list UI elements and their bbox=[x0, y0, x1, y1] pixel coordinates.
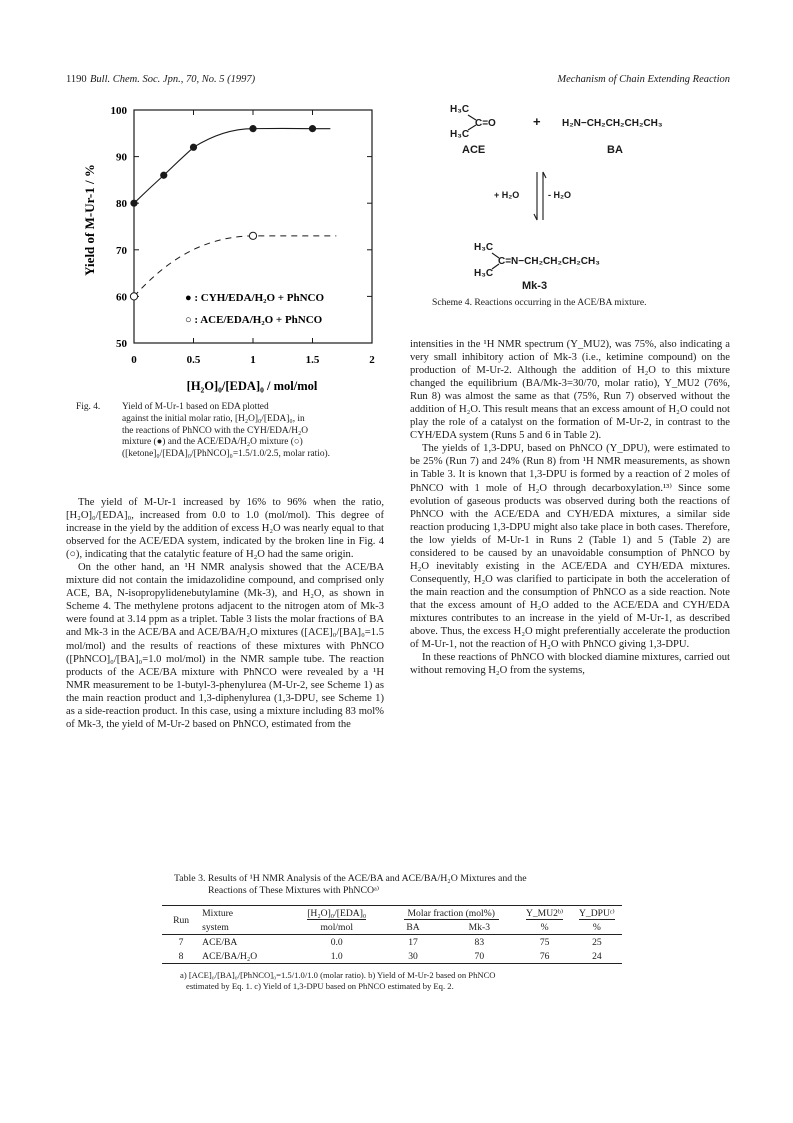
table-caption bbox=[174, 873, 632, 897]
header-mk3: Mk-3 bbox=[468, 921, 490, 933]
scheme-mk3-methyl-bottom: H₃C bbox=[474, 268, 494, 279]
y-axis-label: Yield of M-Ur-1 / % bbox=[82, 164, 97, 276]
y-tick-label: 50 bbox=[116, 338, 127, 350]
data-point-ace bbox=[249, 232, 256, 239]
table-footnotes bbox=[180, 970, 632, 992]
plot-frame bbox=[134, 110, 372, 343]
y-tick-label: 100 bbox=[110, 105, 127, 117]
cell-ba: 17 bbox=[408, 936, 418, 948]
cell-ratio: 1.0 bbox=[330, 950, 343, 962]
cell-ydpu: 25 bbox=[592, 936, 602, 948]
chart-data-points bbox=[130, 125, 316, 300]
x-tick-label: 0.5 bbox=[186, 354, 201, 366]
table-3 bbox=[162, 873, 632, 992]
data-point-cyh bbox=[309, 125, 316, 132]
series-ace-line bbox=[134, 236, 336, 297]
cell-system: ACE/BA/H₂O bbox=[202, 950, 258, 962]
legend-filled-series: ● : CYH/EDA/H₂O + PhNCO bbox=[185, 292, 325, 304]
data-point-cyh bbox=[249, 125, 256, 132]
chart-series-lines bbox=[134, 128, 336, 296]
journal-citation: Bull. Chem. Soc. Jpn., 70, No. 5 (1997) bbox=[90, 74, 256, 85]
data-point-cyh bbox=[160, 172, 167, 179]
cell-ratio: 0.0 bbox=[330, 936, 343, 948]
x-tick-label: 1.5 bbox=[305, 354, 320, 366]
equilibrium-arrowhead-up bbox=[543, 172, 546, 178]
scheme-4 bbox=[440, 96, 740, 296]
x-axis-label: [H₂O]₀/[EDA]₀ / mol/mol bbox=[186, 379, 318, 393]
figure-caption-label: Fig. 4. bbox=[76, 402, 101, 412]
scheme-ba-formula: H₂N−CH₂CH₂CH₂CH₃ bbox=[562, 118, 663, 129]
header-system: system bbox=[202, 921, 229, 933]
figure-caption-line: the reactions of PhNCO with the CYH/EDA/H₂O bbox=[122, 425, 309, 436]
figure-caption-line: against the initial molar ratio, [H₂O]₀/[EDA]₀, in bbox=[122, 413, 305, 424]
header-ymu2-unit: % bbox=[540, 921, 549, 933]
scheme-ace-methyl-bottom: H₃C bbox=[450, 129, 470, 140]
cell-mk3: 70 bbox=[474, 950, 485, 962]
y-tick-label: 60 bbox=[116, 291, 127, 304]
scheme-ace-carbonyl: C=O bbox=[475, 118, 496, 129]
paragraph: The yields of 1,3-DPU, based on PhNCO (Y_DPU), were estimated to be 25% (Run 7) and 24% (Run 8) from ¹H NMR measurements, as shown in Table 3. It is known that 1,3-DPU is formed by a reaction of 2 moles of PhNCO with 1 mole of H₂O through decarboxylation.¹³⁾ Since some evolution of gaseous products was observed during both the reactions of PhNCO with the ACE/EDA and CYH/EDA mixtures, a similar side reaction producing 1,3-DPU might also take place in both cases. Therefore, the low yields of M-Ur-1 in Runs 2 (Table 1) and 5 (Table 2) are considered to be caused by an unavoidable consumption of PhNCO by H₂O inevitably existing in the ACE/EDA and CYH/EDA mixtures. Consequently, H₂O was clarified to participate in both the acceleration of the main reaction and the consumption of PhNCO as a side reaction. Note that the excess amount of H₂O added to the ACE/EDA and CYH/EDA mixtures contributes to an increase in the yield of M-Ur-1, as described above. Thus, the excess H₂O might preferentially accelerate the production of M-Ur-1, not the reaction of H₂O with PhNCO giving 1,3-DPU. bbox=[410, 443, 730, 651]
cell-ymu2: 76 bbox=[539, 950, 550, 962]
paragraph: The yield of M-Ur-1 increased by 16% to 96% when the ratio, [H₂O]₀/[EDA]₀, increased from 0.0 to 1.0 (mol/mol). This degree of increase in the yield by the addition of excess H₂O was nearly equal to that observed for the ACE/EDA system, indicated by the broken line in Fig. 4 (○), indicating that the catalytic feature of H₂O had the same origin. bbox=[66, 497, 384, 561]
data-point-cyh bbox=[190, 144, 197, 151]
results-table bbox=[162, 905, 622, 964]
header-ba: BA bbox=[406, 921, 420, 933]
cell-run: 8 bbox=[178, 950, 184, 962]
x-tick-label: 2 bbox=[369, 354, 375, 366]
scheme-remove-water: - H₂O bbox=[548, 190, 571, 200]
cell-system: ACE/BA bbox=[202, 936, 238, 948]
running-title: Mechanism of Chain Extending Reaction bbox=[557, 74, 730, 85]
figure-caption-line: mixture (●) and the ACE/EDA/H₂O mixture (○) bbox=[122, 437, 303, 448]
legend-open-series: ○ : ACE/EDA/H₂O + PhNCO bbox=[185, 314, 323, 326]
table-footnote: estimated by Eq. 1. c) Yield of 1,3-DPU based on PhNCO estimated by Eq. 2. bbox=[186, 981, 454, 991]
scheme-plus: + bbox=[533, 114, 541, 129]
table-footnote: a) [ACE]₀/[BA]₀/[PhNCO]₀=1.5/1.0/1.0 (molar ratio). b) Yield of M-Ur-2 based on PhNCO bbox=[180, 970, 496, 980]
cell-mk3: 83 bbox=[474, 936, 485, 948]
table-caption-line: Reactions of These Mixtures with PhNCOᵃ⁾ bbox=[208, 885, 380, 896]
running-header bbox=[66, 74, 730, 88]
scheme-mk3-label: Mk-3 bbox=[522, 280, 548, 292]
figure-caption-line: Yield of M-Ur-1 based on EDA plotted bbox=[122, 402, 269, 412]
header-molar-fraction: Molar fraction (mol%) bbox=[385, 906, 518, 921]
y-tick-label: 90 bbox=[116, 151, 127, 164]
scheme-ace-methyl-top: H₃C bbox=[450, 104, 470, 115]
scheme-ace-label: ACE bbox=[462, 144, 486, 156]
table-row bbox=[162, 935, 622, 950]
equilibrium-arrowhead-down bbox=[534, 214, 537, 220]
scheme-ba-label: BA bbox=[607, 144, 623, 156]
scheme-4-caption: Scheme 4. Reactions occurring in the ACE/BA mixture. bbox=[432, 297, 647, 308]
figure-caption-line: ([ketone]₀/[EDA]₀/[PhNCO]₀=1.5/1.0/2.5, molar ratio). bbox=[122, 449, 331, 460]
header-ratio-unit: mol/mol bbox=[320, 921, 353, 933]
cell-ymu2: 75 bbox=[539, 936, 550, 948]
header-ratio: [H₂O]₀/[EDA]₀ bbox=[307, 907, 367, 919]
right-column-text bbox=[410, 338, 730, 677]
chart-axes bbox=[134, 110, 372, 343]
data-point-ace bbox=[130, 293, 137, 300]
paragraph: intensities in the ¹H NMR spectrum (Y_MU2), was 75%, also indicating a very small inhibitory action of Mk-3 (i.e., ketimine compound) on the production of M-Ur-2. Although the addition of H₂O to this mixture changed the equilibrium (BA/Mk-3=30/70, molar ratio), Y_MU2 (76%, Run 8) was almost the same as that (75%, Run 7) observed without the addition of H₂O. This result means that an excess amount of H₂O could not play the role of a catalyst on the formation of M-Ur-2, in contrast to the CYH/EDA system (Runs 5 and 6 in Table 2). bbox=[410, 339, 730, 442]
cell-ba: 30 bbox=[408, 950, 418, 962]
header-ydpu-unit: % bbox=[592, 921, 601, 933]
scheme-add-water: + H₂O bbox=[494, 190, 520, 200]
scheme-mk3-formula: C=N−CH₂CH₂CH₂CH₃ bbox=[498, 256, 600, 267]
figure-4-caption bbox=[76, 402, 376, 461]
x-tick-label: 1 bbox=[250, 354, 256, 366]
series-cyh-line bbox=[134, 128, 330, 203]
paragraph: In these reactions of PhNCO with blocked diamine mixtures, carried out without removing H₂O from the systems, bbox=[410, 652, 730, 677]
table-row bbox=[162, 949, 622, 964]
left-column-text bbox=[66, 496, 384, 731]
cell-run: 7 bbox=[178, 936, 184, 948]
y-tick-label: 70 bbox=[116, 244, 127, 257]
table-caption-line: Table 3. Results of ¹H NMR Analysis of the ACE/BA and ACE/BA/H₂O Mixtures and the bbox=[174, 873, 527, 884]
scheme-mk3-methyl-top: H₃C bbox=[474, 242, 494, 253]
header-ydpu: Y_DPUᶜ⁾ bbox=[579, 907, 615, 919]
header-ymu2: Y_MU2ᵇ⁾ bbox=[525, 907, 564, 919]
cell-ydpu: 24 bbox=[592, 950, 602, 962]
page-number: 1190 bbox=[66, 74, 87, 85]
paragraph: On the other hand, an ¹H NMR analysis showed that the ACE/BA mixture did not contain the imidazolidine compound, and comprised only ACE, BA, N-isopropylidenebutylamine (Mk-3), and H₂O, as shown in Scheme 4. The methylene protons adjacent to the nitrogen atom of Mk-3 were found at 3.14 ppm as a triplet. Table 3 lists the molar fractions of BA and Mk-3 in the ACE/BA and ACE/BA/H₂O mixtures ([ACE]₀/[BA]₀=1.5 mol/mol) and the results of reactions of these mixtures with PhNCO ([PhNCO]₀/[BA]₀=1.0 mol/mol) in the NMR sample tube. The reaction products of the ACE/BA mixture with PhNCO were revealed by a ¹H NMR measurement to be 1-butyl-3-phenylurea (M-Ur-2, see Scheme 1) as the main reaction product and 1,3-diphenylurea (1,3-DPU, see Scheme 1) as a side-reaction product. In this case, using a mixture including 83 mol% of Mk-3, the yield of M-Ur-2 based on PhNCO, estimated from the bbox=[66, 562, 384, 730]
header-mixture: Mixture bbox=[202, 907, 234, 919]
data-point-cyh bbox=[130, 200, 137, 207]
figure-4-chart bbox=[60, 100, 390, 400]
y-tick-label: 80 bbox=[116, 198, 127, 211]
x-tick-label: 0 bbox=[131, 354, 137, 366]
header-run: Run bbox=[173, 914, 190, 926]
